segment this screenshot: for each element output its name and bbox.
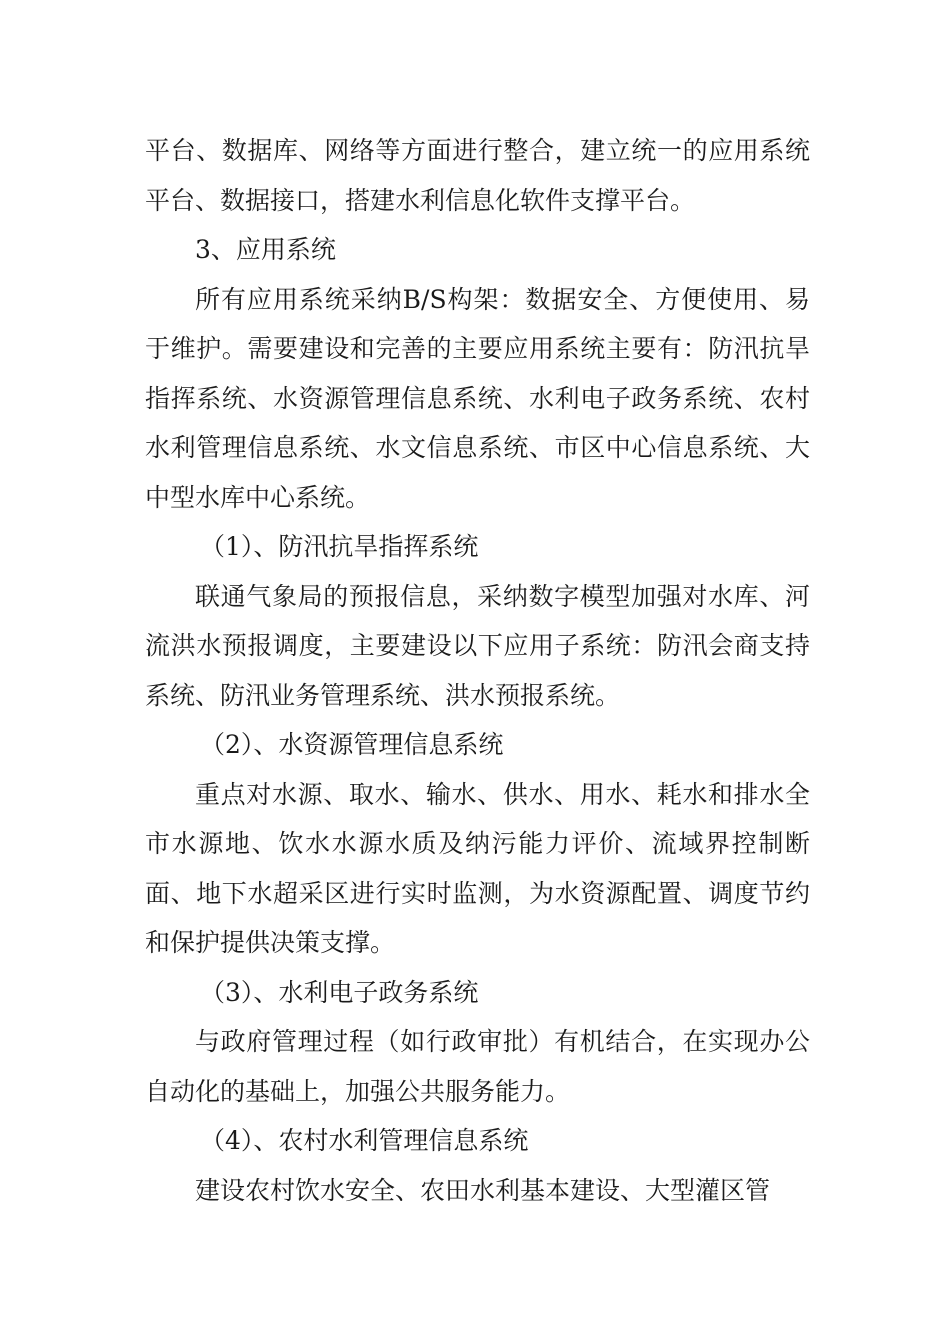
paragraph-e-government: 与政府管理过程（如行政审批）有机结合，在实现办公自动化的基础上，加强公共服务能力。 bbox=[145, 1027, 810, 1106]
paragraph-rural-water: 建设农村饮水安全、农田水利基本建设、大型灌区管 bbox=[195, 1175, 771, 1205]
document-body bbox=[145, 126, 810, 1215]
paragraph-continuation: 平台、数据库、网络等方面进行整合，建立统一的应用系统平台、数据接口，搭建水利信息化软件支撑平台。 bbox=[145, 136, 810, 215]
subheading-e-government: （3）、水利电子政务系统 bbox=[200, 977, 479, 1007]
paragraph-water-resources: 重点对水源、取水、输水、供水、用水、耗水和排水全市水源地、饮水水源水质及纳污能力评价、流域界控制断面、地下水超采区进行实时监测，为水资源配置、调度节约和保护提供决策支撑。 bbox=[145, 779, 810, 957]
subheading-water-resources: （2）、水资源管理信息系统 bbox=[200, 730, 504, 759]
section-heading-applications: 3、应用系统 bbox=[195, 235, 336, 264]
paragraph-flood-control: 联通气象局的预报信息，采纳数字模型加强对水库、河流洪水预报调度，主要建设以下应用子系统：防汛会商支持系统、防汛业务管理系统、洪水预报系统。 bbox=[145, 581, 810, 710]
subheading-rural-water: （4）、农村水利管理信息系统 bbox=[200, 1126, 529, 1155]
paragraph-architecture: 所有应用系统采纳B/S构架：数据安全、方便使用、易于维护。需要建设和完善的主要应用系统主要有：防汛抗旱指挥系统、水资源管理信息系统、水利电子政务系统、农村水利管理信息系统、水文信息系统、市区中心信息系统、大中型水库中心系统。 bbox=[145, 284, 810, 512]
subheading-flood-control: （1）、防汛抗旱指挥系统 bbox=[200, 532, 479, 561]
